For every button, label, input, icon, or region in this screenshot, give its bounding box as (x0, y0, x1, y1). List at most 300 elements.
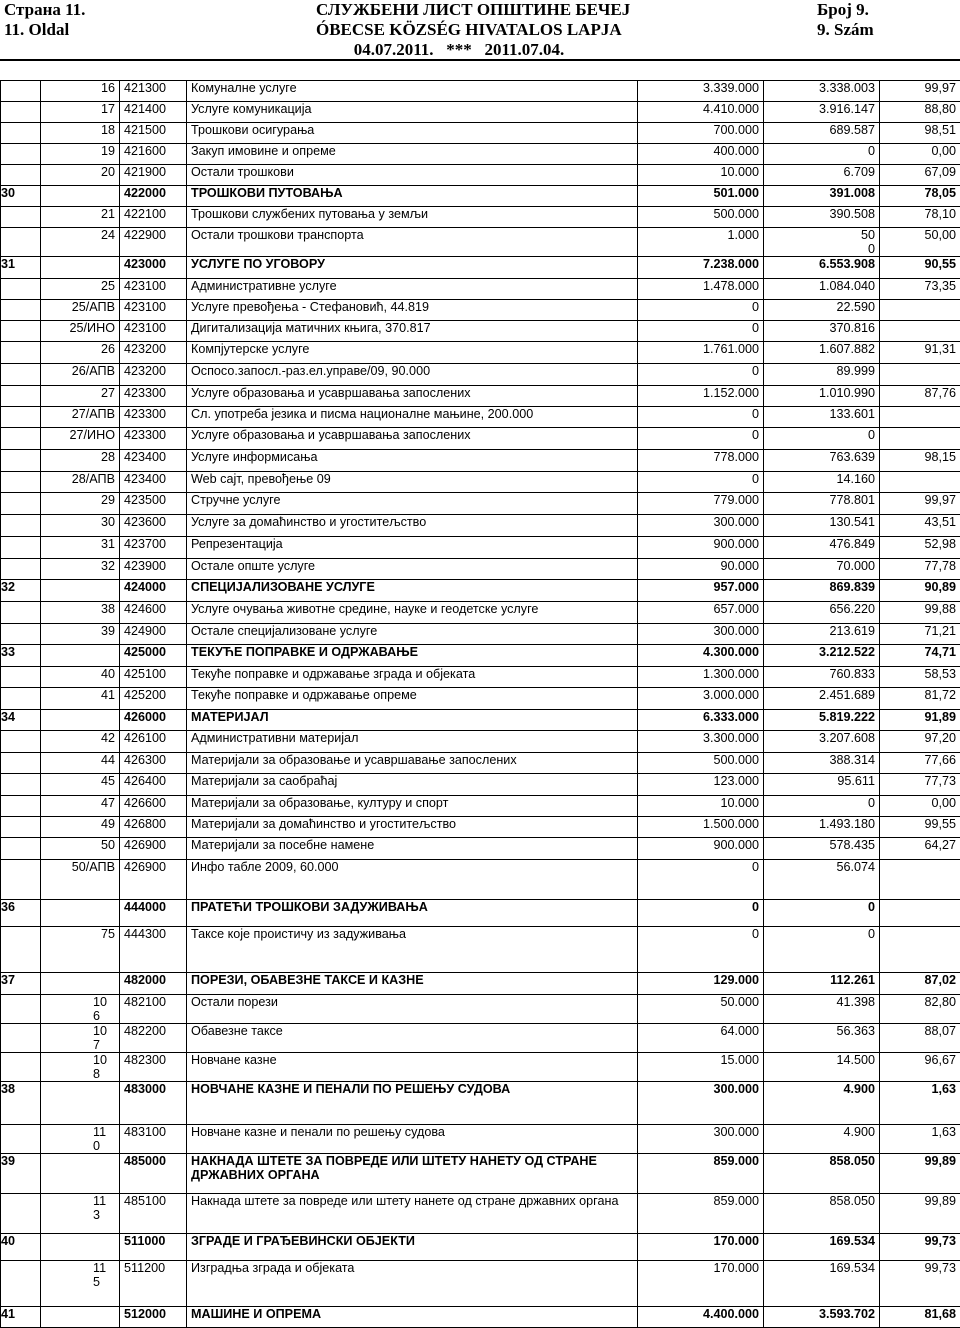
group-number (1, 602, 41, 624)
table-row (1, 450, 960, 472)
issue-number-sr: Број 9. (817, 0, 869, 20)
executed-amount: 70.000 (764, 559, 880, 580)
group-number: 37 (1, 973, 41, 995)
table-row (1, 624, 960, 645)
group-number (1, 624, 41, 645)
planned-amount: 4.410.000 (638, 102, 764, 123)
execution-percent: 52,98 (880, 537, 960, 559)
execution-percent: 73,35 (880, 279, 960, 300)
planned-amount: 779.000 (638, 493, 764, 515)
item-description: ТЕКУЋЕ ПОПРАВКЕ И ОДРЖАВАЊЕ (187, 645, 638, 667)
group-number (1, 838, 41, 860)
executed-amount: 388.314 (764, 753, 880, 774)
table-row (1, 321, 960, 342)
executed-amount: 6.553.908 (764, 257, 880, 279)
group-number (1, 667, 41, 688)
position-number (41, 1154, 120, 1194)
group-number: 39 (1, 1154, 41, 1194)
economic-code: 444000 (120, 900, 187, 927)
item-description: МАТЕРИЈАЛ (187, 710, 638, 731)
economic-code: 426900 (120, 860, 187, 900)
executed-amount: 3.593.702 (764, 1307, 880, 1328)
planned-amount: 64.000 (638, 1024, 764, 1053)
execution-percent (880, 407, 960, 428)
executed-amount: 130.541 (764, 515, 880, 537)
item-description: Материјали за образовање, културу и спорт (187, 796, 638, 817)
economic-code: 423300 (120, 407, 187, 428)
position-number: 17 (41, 102, 120, 123)
economic-code: 423100 (120, 300, 187, 321)
planned-amount: 15.000 (638, 1053, 764, 1082)
executed-amount: 0 (764, 927, 880, 973)
group-number (1, 688, 41, 710)
execution-percent: 81,72 (880, 688, 960, 710)
executed-amount: 1.493.180 (764, 817, 880, 838)
page-number-hu: 11. Oldal (4, 20, 69, 40)
planned-amount: 500.000 (638, 207, 764, 228)
issue-number-hu: 9. Szám (817, 20, 874, 40)
group-number (1, 144, 41, 165)
position-number: 26 (41, 342, 120, 364)
position-number: 49 (41, 817, 120, 838)
execution-percent: 99,89 (880, 1154, 960, 1194)
economic-code: 425200 (120, 688, 187, 710)
execution-percent: 98,15 (880, 450, 960, 472)
execution-percent: 0,00 (880, 796, 960, 817)
economic-code: 426900 (120, 838, 187, 860)
economic-code: 426300 (120, 753, 187, 774)
execution-percent: 43,51 (880, 515, 960, 537)
group-number (1, 321, 41, 342)
position-number: 16 (41, 81, 120, 102)
table-row (1, 817, 960, 838)
executed-amount: 391.008 (764, 186, 880, 207)
group-number: 33 (1, 645, 41, 667)
table-row (1, 602, 960, 624)
position-number: 25/ИНО (41, 321, 120, 342)
execution-percent: 74,71 (880, 645, 960, 667)
table-row (1, 995, 960, 1024)
planned-amount: 6.333.000 (638, 710, 764, 731)
item-description: Услуге превођења - Стефановић, 44.819 (187, 300, 638, 321)
planned-amount: 900.000 (638, 537, 764, 559)
planned-amount: 0 (638, 321, 764, 342)
table-row (1, 472, 960, 493)
planned-amount: 859.000 (638, 1154, 764, 1194)
economic-code: 423200 (120, 364, 187, 386)
item-description: СПЕЦИЈАЛИЗОВАНЕ УСЛУГЕ (187, 580, 638, 602)
economic-code: 423100 (120, 279, 187, 300)
group-number (1, 342, 41, 364)
planned-amount: 170.000 (638, 1234, 764, 1261)
executed-amount: 689.587 (764, 123, 880, 144)
position-number: 47 (41, 796, 120, 817)
executed-amount: 50 0 (764, 228, 880, 257)
execution-percent: 99,73 (880, 1234, 960, 1261)
executed-amount: 3.338.003 (764, 81, 880, 102)
planned-amount: 50.000 (638, 995, 764, 1024)
table-row (1, 165, 960, 186)
execution-percent: 97,20 (880, 731, 960, 753)
economic-code: 423300 (120, 386, 187, 407)
executed-amount: 858.050 (764, 1154, 880, 1194)
execution-percent: 99,89 (880, 1194, 960, 1234)
item-description: Материјали за посебне намене (187, 838, 638, 860)
executed-amount: 1.010.990 (764, 386, 880, 407)
table-row (1, 860, 960, 900)
executed-amount: 0 (764, 428, 880, 450)
item-description: Репрезентација (187, 537, 638, 559)
economic-code: 423300 (120, 428, 187, 450)
item-description: Остале специјализоване услуге (187, 624, 638, 645)
page-header (0, 0, 960, 60)
planned-amount: 90.000 (638, 559, 764, 580)
economic-code: 422000 (120, 186, 187, 207)
execution-percent: 71,21 (880, 624, 960, 645)
position-number: 27 (41, 386, 120, 407)
position-number: 11 5 (41, 1261, 120, 1307)
position-number: 10 7 (41, 1024, 120, 1053)
execution-percent: 0,00 (880, 144, 960, 165)
execution-percent: 64,27 (880, 838, 960, 860)
executed-amount: 213.619 (764, 624, 880, 645)
item-description: Трошкови осигурања (187, 123, 638, 144)
planned-amount: 778.000 (638, 450, 764, 472)
position-number (41, 580, 120, 602)
executed-amount: 3.916.147 (764, 102, 880, 123)
table-row (1, 1125, 960, 1154)
planned-amount: 3.000.000 (638, 688, 764, 710)
group-number (1, 796, 41, 817)
execution-percent: 1,63 (880, 1125, 960, 1154)
planned-amount: 1.152.000 (638, 386, 764, 407)
execution-percent (880, 927, 960, 973)
execution-percent (880, 300, 960, 321)
journal-title-sr: СЛУЖБЕНИ ЛИСТ ОПШТИНЕ БЕЧЕЈ (316, 0, 646, 20)
table-row (1, 407, 960, 428)
executed-amount: 169.534 (764, 1261, 880, 1307)
executed-amount: 133.601 (764, 407, 880, 428)
group-number (1, 493, 41, 515)
group-number (1, 386, 41, 407)
item-description: Услуге образовања и усавршавања запослених (187, 428, 638, 450)
execution-percent: 50,00 (880, 228, 960, 257)
position-number (41, 186, 120, 207)
item-description: Остали трошкови (187, 165, 638, 186)
economic-code: 423200 (120, 342, 187, 364)
item-description: ПРАТЕЋИ ТРОШКОВИ ЗАДУЖИВАЊА (187, 900, 638, 927)
item-description: Накнада штете за повреде или штету нанете од стране државних органа (187, 1194, 638, 1234)
item-description: Услуге образовања и усавршавања запослених (187, 386, 638, 407)
executed-amount: 14.500 (764, 1053, 880, 1082)
planned-amount: 3.300.000 (638, 731, 764, 753)
executed-amount: 6.709 (764, 165, 880, 186)
group-number (1, 407, 41, 428)
planned-amount: 0 (638, 300, 764, 321)
item-description: Стручне услуге (187, 493, 638, 515)
execution-percent: 91,31 (880, 342, 960, 364)
position-number: 25/АПВ (41, 300, 120, 321)
item-description: Материјали за домаћинство и угоститељство (187, 817, 638, 838)
planned-amount: 129.000 (638, 973, 764, 995)
economic-code: 425100 (120, 667, 187, 688)
group-number: 40 (1, 1234, 41, 1261)
position-number: 25 (41, 279, 120, 300)
position-number (41, 1234, 120, 1261)
planned-amount: 300.000 (638, 1125, 764, 1154)
item-description: Трошкови службених путовања у земљи (187, 207, 638, 228)
item-description: УСЛУГЕ ПО УГОВОРУ (187, 257, 638, 279)
issue-date: 04.07.2011. *** 2011.07.04. (258, 40, 660, 60)
economic-code: 423500 (120, 493, 187, 515)
position-number: 10 6 (41, 995, 120, 1024)
executed-amount: 2.451.689 (764, 688, 880, 710)
execution-percent: 99,97 (880, 81, 960, 102)
group-number (1, 753, 41, 774)
execution-percent: 88,07 (880, 1024, 960, 1053)
section-row (1, 1154, 960, 1194)
section-row (1, 710, 960, 731)
execution-percent: 77,78 (880, 559, 960, 580)
economic-code: 421600 (120, 144, 187, 165)
section-row (1, 645, 960, 667)
item-description: ПОРЕЗИ, ОБАВЕЗНЕ ТАКСЕ И КАЗНЕ (187, 973, 638, 995)
table-row (1, 428, 960, 450)
planned-amount: 10.000 (638, 796, 764, 817)
executed-amount: 169.534 (764, 1234, 880, 1261)
economic-code: 422100 (120, 207, 187, 228)
executed-amount: 760.833 (764, 667, 880, 688)
table-row (1, 1053, 960, 1082)
execution-percent (880, 472, 960, 493)
economic-code: 511200 (120, 1261, 187, 1307)
group-number (1, 228, 41, 257)
executed-amount: 1.607.882 (764, 342, 880, 364)
planned-amount: 123.000 (638, 774, 764, 796)
table-row (1, 838, 960, 860)
item-description: ЗГРАДЕ И ГРАЂЕВИНСКИ ОБЈЕКТИ (187, 1234, 638, 1261)
executed-amount: 14.160 (764, 472, 880, 493)
position-number (41, 1082, 120, 1125)
item-description: Услуге за домаћинство и угоститељство (187, 515, 638, 537)
table-row (1, 753, 960, 774)
economic-code: 423900 (120, 559, 187, 580)
group-number: 32 (1, 580, 41, 602)
position-number: 29 (41, 493, 120, 515)
item-description: Таксе које проистичу из задуживања (187, 927, 638, 973)
item-description: Инфо табле 2009, 60.000 (187, 860, 638, 900)
table-row (1, 667, 960, 688)
item-description: Остали порези (187, 995, 638, 1024)
table-row (1, 537, 960, 559)
planned-amount: 4.300.000 (638, 645, 764, 667)
table-row (1, 207, 960, 228)
table-row (1, 144, 960, 165)
planned-amount: 300.000 (638, 515, 764, 537)
table-row (1, 279, 960, 300)
economic-code: 421900 (120, 165, 187, 186)
execution-percent: 90,89 (880, 580, 960, 602)
economic-code: 483100 (120, 1125, 187, 1154)
economic-code: 424600 (120, 602, 187, 624)
group-number (1, 207, 41, 228)
group-number (1, 102, 41, 123)
group-number (1, 995, 41, 1024)
table-row (1, 1261, 960, 1307)
item-description: Компјутерске услуге (187, 342, 638, 364)
position-number: 20 (41, 165, 120, 186)
planned-amount: 0 (638, 927, 764, 973)
item-description: Услуге комуникација (187, 102, 638, 123)
position-number: 28/АПВ (41, 472, 120, 493)
planned-amount: 859.000 (638, 1194, 764, 1234)
group-number (1, 731, 41, 753)
item-description: Web сајт, превођење 09 (187, 472, 638, 493)
item-description: ТРОШКОВИ ПУТОВАЊА (187, 186, 638, 207)
executed-amount: 5.819.222 (764, 710, 880, 731)
group-number (1, 123, 41, 144)
economic-code: 483000 (120, 1082, 187, 1125)
position-number: 19 (41, 144, 120, 165)
group-number (1, 537, 41, 559)
planned-amount: 7.238.000 (638, 257, 764, 279)
execution-percent: 88,80 (880, 102, 960, 123)
planned-amount: 170.000 (638, 1261, 764, 1307)
position-number: 75 (41, 927, 120, 973)
item-description: Остали трошкови транспорта (187, 228, 638, 257)
economic-code: 426400 (120, 774, 187, 796)
group-number (1, 1024, 41, 1053)
execution-percent (880, 900, 960, 927)
position-number: 21 (41, 207, 120, 228)
item-description: Новчане казне и пенали по решењу судова (187, 1125, 638, 1154)
table-row (1, 386, 960, 407)
execution-percent: 1,63 (880, 1082, 960, 1125)
executed-amount: 4.900 (764, 1125, 880, 1154)
execution-percent: 81,68 (880, 1307, 960, 1328)
executed-amount: 0 (764, 796, 880, 817)
journal-title-hu: ÓBECSE KÖZSÉG HIVATALOS LAPJA (316, 20, 646, 40)
item-description: Услуге информисања (187, 450, 638, 472)
group-number: 41 (1, 1307, 41, 1328)
planned-amount: 3.339.000 (638, 81, 764, 102)
executed-amount: 95.611 (764, 774, 880, 796)
economic-code: 423700 (120, 537, 187, 559)
group-number (1, 515, 41, 537)
item-description: Комуналне услуге (187, 81, 638, 102)
planned-amount: 0 (638, 407, 764, 428)
position-number (41, 900, 120, 927)
planned-amount: 0 (638, 860, 764, 900)
executed-amount: 56.074 (764, 860, 880, 900)
item-description: Административне услуге (187, 279, 638, 300)
planned-amount: 501.000 (638, 186, 764, 207)
economic-code: 424900 (120, 624, 187, 645)
economic-code: 426000 (120, 710, 187, 731)
executed-amount: 858.050 (764, 1194, 880, 1234)
table-row (1, 364, 960, 386)
execution-percent: 77,73 (880, 774, 960, 796)
section-row (1, 900, 960, 927)
position-number: 39 (41, 624, 120, 645)
group-number: 34 (1, 710, 41, 731)
group-number (1, 81, 41, 102)
planned-amount: 1.500.000 (638, 817, 764, 838)
executed-amount: 0 (764, 900, 880, 927)
group-number (1, 450, 41, 472)
item-description: Услуге очувања животне средине, науке и геодетске услуге (187, 602, 638, 624)
economic-code: 482000 (120, 973, 187, 995)
position-number: 24 (41, 228, 120, 257)
executed-amount: 56.363 (764, 1024, 880, 1053)
group-number: 30 (1, 186, 41, 207)
group-number (1, 774, 41, 796)
economic-code: 423000 (120, 257, 187, 279)
position-number: 42 (41, 731, 120, 753)
economic-code: 425000 (120, 645, 187, 667)
table-row (1, 1024, 960, 1053)
planned-amount: 1.761.000 (638, 342, 764, 364)
economic-code: 421300 (120, 81, 187, 102)
item-description: НОВЧАНЕ КАЗНЕ И ПЕНАЛИ ПО РЕШЕЊУ СУДОВА (187, 1082, 638, 1125)
planned-amount: 0 (638, 472, 764, 493)
position-number: 31 (41, 537, 120, 559)
planned-amount: 1.000 (638, 228, 764, 257)
table-row (1, 796, 960, 817)
position-number: 41 (41, 688, 120, 710)
position-number: 50/АПВ (41, 860, 120, 900)
economic-code: 482100 (120, 995, 187, 1024)
executed-amount: 3.212.522 (764, 645, 880, 667)
table-row (1, 559, 960, 580)
planned-amount: 300.000 (638, 1082, 764, 1125)
position-number: 28 (41, 450, 120, 472)
economic-code: 485100 (120, 1194, 187, 1234)
item-description: НАКНАДА ШТЕТЕ ЗА ПОВРЕДЕ ИЛИ ШТЕТУ НАНЕТУ ОД СТРАНЕ ДРЖАВНИХ ОРГАНА (187, 1154, 638, 1194)
execution-percent: 87,02 (880, 973, 960, 995)
item-description: Административни материјал (187, 731, 638, 753)
economic-code: 426600 (120, 796, 187, 817)
group-number (1, 1053, 41, 1082)
economic-code: 511000 (120, 1234, 187, 1261)
section-row (1, 973, 960, 995)
economic-code: 426100 (120, 731, 187, 753)
item-description: Изградња зграда и објеката (187, 1261, 638, 1307)
group-number: 31 (1, 257, 41, 279)
item-description: Обавезне таксе (187, 1024, 638, 1053)
table-row (1, 927, 960, 973)
planned-amount: 500.000 (638, 753, 764, 774)
table-row (1, 228, 960, 257)
table-row (1, 731, 960, 753)
execution-percent (880, 428, 960, 450)
executed-amount: 41.398 (764, 995, 880, 1024)
execution-percent: 90,55 (880, 257, 960, 279)
executed-amount: 370.816 (764, 321, 880, 342)
position-number: 44 (41, 753, 120, 774)
table-row (1, 493, 960, 515)
execution-percent (880, 321, 960, 342)
group-number (1, 860, 41, 900)
position-number (41, 645, 120, 667)
execution-percent: 98,51 (880, 123, 960, 144)
position-number: 38 (41, 602, 120, 624)
table-row (1, 300, 960, 321)
planned-amount: 400.000 (638, 144, 764, 165)
item-description: Текуће поправке и одржавање опреме (187, 688, 638, 710)
executed-amount: 112.261 (764, 973, 880, 995)
group-number (1, 559, 41, 580)
